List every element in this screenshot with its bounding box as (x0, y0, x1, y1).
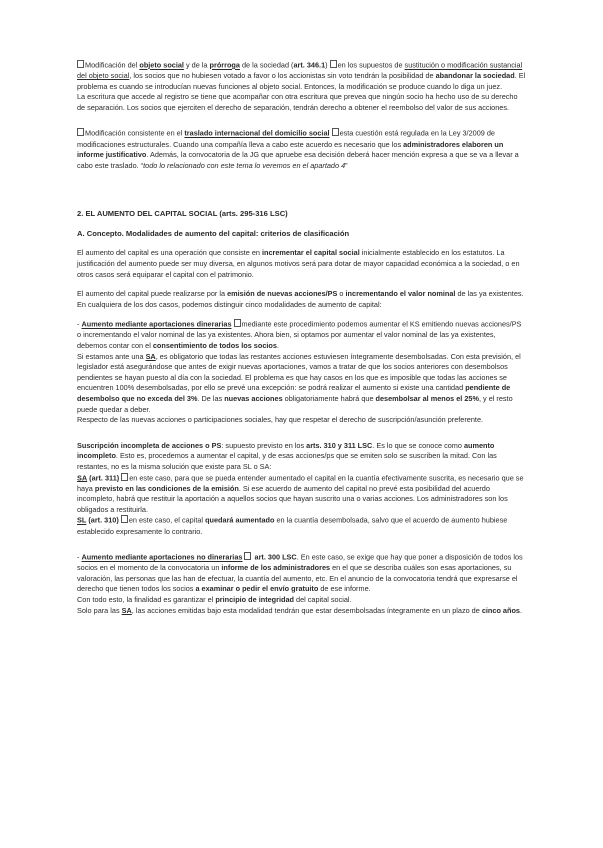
text-run: ) (325, 60, 330, 70)
text-run: prórroga (209, 60, 240, 70)
paragraph (77, 606, 527, 617)
text-run: ” (345, 160, 348, 170)
text-run: previsto en las condiciones de la emisión (94, 483, 239, 493)
text-run: inicialmente establecido en los estatutos. La justificación del aumento puede ser muy diversa, en algunos motivos será para dotar de mayor capacidad económica a la sociedad, o en otros casos será equiparar el capital con el patrimonio. (77, 248, 520, 279)
text-run: nuevas acciones (224, 393, 283, 403)
paragraph (77, 352, 527, 416)
text-run: . Es lo que se conoce como (372, 440, 464, 450)
section-heading (77, 228, 527, 239)
text-run: de ese informe. (318, 584, 371, 594)
paragraph-spacer (77, 113, 527, 128)
text-run: . Además, la convocatoria de la JG que apruebe esa decisión deberá hacer mención expresa a que se va a llevar a cabo este traslado. “ (77, 150, 519, 170)
text-run: . (276, 341, 279, 350)
text-run: a examinar o pedir el envío gratuito (195, 584, 319, 594)
paragraph (77, 60, 527, 92)
text-run: quedará aumentado (205, 515, 275, 525)
paragraph (77, 248, 527, 280)
missing-glyph-icon (244, 552, 251, 560)
text-run: . Esto es, procedemos a aumentar el capital, y de esas acciones/ps que se emiten solo se suscriben la mitad. Con las restantes, no es la misma solución que existe para SL o SA: (77, 451, 497, 471)
text-run: : supuesto previsto en los (221, 440, 307, 450)
paragraph-spacer (77, 219, 527, 228)
text-run: . El problema es cuando se introducían nuevas funciones al objeto social. Entonces, la modificación se produce cuando lo diga un juez. (77, 71, 526, 91)
paragraph-spacer (77, 193, 527, 208)
text-run: emisión de nuevas acciones/PS (227, 289, 338, 299)
text-run: abandonar la sociedad (435, 71, 515, 81)
text-run: Si estamos ante una (77, 351, 146, 361)
paragraph (77, 289, 527, 310)
text-run: sustitución o modificación sustancial del objeto social (77, 60, 523, 81)
missing-glyph-icon (121, 515, 128, 523)
text-run: de las ya existentes. En cualquiera de los dos casos, podemos distinguir cinco modalidades de aumento de capital: (77, 289, 524, 309)
text-run: - (77, 552, 82, 562)
missing-glyph-icon (330, 60, 337, 68)
text-run: objeto social (139, 60, 184, 70)
text-run: - (77, 319, 82, 329)
text-run: esta cuestión está regulada en la Ley 3/2009 de modificaciones estructurales. Cuando una compañía lleva a cabo este acuerdo es necesario que los (77, 128, 495, 149)
text-run: . En este caso, se exige que hay que poner a disposición de todos los socios en el momento de la convocatoria un (77, 552, 523, 573)
text-run: Solo para las (77, 605, 122, 615)
text-run: A. Concepto. Modalidades de aumento del capital: criterios de clasificación (77, 229, 350, 239)
text-run: La escritura que accede al registro se tiene que acompañar con otra escritura que prevea que ningún socio ha hecho uso de su derecho de separación. Los socios que ejerciten el derecho de separación, tendrán derecho a obtener el reembolso del valor de sus acciones. (77, 92, 518, 112)
missing-glyph-icon (77, 60, 84, 68)
text-run: traslado internacional del domicilio social (184, 128, 330, 138)
missing-glyph-icon (332, 128, 339, 136)
text-run: SL (77, 515, 87, 525)
text-run: (art. 310) (88, 515, 119, 525)
text-run: en los supuestos de (337, 60, 405, 70)
text-run: Respecto de las nuevas acciones o participaciones sociales, hay que respetar el derecho de suscripción/asunción preferente. (77, 415, 484, 425)
paragraph-spacer (77, 426, 527, 441)
text-run: consentimiento de todos los socios (152, 341, 277, 350)
text-run: incrementar el capital social (261, 248, 360, 258)
paragraph (77, 441, 527, 473)
text-run: Modificación consistente en el (85, 128, 185, 138)
paragraph (77, 473, 527, 516)
text-run: (art. 311) (89, 473, 120, 483)
document-page (77, 60, 527, 616)
text-run: obligatoriamente habrá que (282, 393, 376, 403)
text-run: o (337, 289, 346, 299)
text-run: , las acciones emitidas bajo esta modalidad tendrán que estar desembolsadas íntegramente en un plazo de (131, 605, 482, 615)
text-run: Modificación del (85, 60, 140, 70)
text-run: del capital social. (293, 594, 352, 604)
missing-glyph-icon (121, 473, 128, 481)
text-run: . De las (197, 393, 225, 403)
text-run: y de la (183, 60, 210, 70)
text-run: , es obligatorio que todas las restantes acciones estuviesen íntegramente desembolsadas. Con esta previsión, el legislador está asegurándose que antes de exigir nuevas aportaciones, vamos a tratar de que los socios anteriores con desembolsos pendientes se hayan puesto al día con la sociedad. El problema es que hay casos en los que es imposible que todas las acciones se encuentren 100% desembolsadas, por ello se prevé una excepción: se podrá realizar el aumento si existe una cantidad (77, 351, 521, 393)
text-run: cinco años (481, 605, 520, 615)
text-run: en este caso, para que se pueda entender aumentado el capital en la cuantía efectivamente suscrita, es necesario que se haya (77, 473, 524, 493)
text-run: informe de los administradores (221, 563, 331, 573)
paragraph-spacer (77, 171, 527, 193)
text-run: de la sociedad ( (239, 60, 294, 70)
text-run: en la cuantía desembolsada, salvo que el acuerdo de aumento hubiese establecido expresamente lo contrario. (77, 515, 508, 536)
text-run: , y el resto puede quedar a deber. (77, 393, 513, 414)
text-run: aumento incompleto (77, 440, 495, 461)
section-heading (77, 208, 527, 219)
text-run: arts. 310 y 311 LSC (306, 440, 373, 450)
paragraph (77, 319, 527, 351)
text-run: El aumento del capital puede realizarse por la (77, 289, 228, 299)
paragraph (77, 128, 527, 171)
text-run: principio de integridad (215, 594, 294, 604)
text-run: pendiente de desembolso que no exceda del 3% (77, 383, 511, 403)
paragraph (77, 515, 527, 537)
text-run: SA (121, 605, 132, 615)
text-run: Aumento mediante aportaciones no dinerarias (81, 552, 243, 562)
paragraph (77, 92, 527, 113)
text-run: todo lo relacionado con este tema lo veremos en el apartado 4 (143, 160, 346, 170)
text-run: en el que se describa cuáles son esas aportaciones, su valoración, las personas que las han de efectuar, la cuantía del aumento, etc. En el anuncio de la convocatoria tendrá que expresarse el derecho que tienen todos los socios (77, 563, 518, 594)
text-run: El aumento del capital es una operación que consiste en (77, 248, 262, 258)
text-run: Con todo esto, la finalidad es garantizar el (77, 594, 216, 604)
paragraph-spacer (77, 537, 527, 552)
text-run: en este caso, el capital (128, 515, 206, 525)
text-run: . (519, 605, 522, 615)
text-run: . Si ese acuerdo de aumento del capital no prevé esta posibilidad del acuerdo incompleto, habrá que restituir la aportación a aquellos socios que hayan suscrito una o varias acciones. Los administradores son los obligados a restituirla. (77, 483, 508, 514)
paragraph-spacer (77, 310, 527, 319)
paragraph (77, 415, 527, 426)
text-run: desembolsar al menos el 25% (375, 393, 479, 403)
text-run: SA (145, 351, 156, 361)
text-run: Aumento mediante aportaciones dinerarias (81, 319, 232, 329)
text-run: , los socios que no hubiesen votado a favor o los accionistas sin voto tendrán la posibilidad de (129, 71, 436, 81)
text-run: 2. EL AUMENTO DEL CAPITAL SOCIAL (arts. 295-316 LSC) (77, 209, 288, 219)
paragraph-spacer (77, 239, 527, 248)
paragraph (77, 595, 527, 606)
text-run: administradores elaboren un informe justificativo (77, 139, 504, 160)
missing-glyph-icon (234, 319, 241, 327)
missing-glyph-icon (77, 128, 84, 136)
text-run: Suscripción incompleta de acciones o PS (77, 440, 222, 450)
text-run: art. 300 LSC (254, 552, 297, 562)
paragraph (77, 552, 527, 595)
paragraph-spacer (77, 280, 527, 289)
text-run: mediante este procedimiento podemos aumentar el KS emitiendo nuevas acciones/PS o incrementando el valor nominal de las ya existentes. Ahora bien, si optamos por aumentar el valor nominal de las ya existentes, debemos contar con el (77, 319, 522, 350)
text-run: art. 346.1 (293, 60, 326, 70)
text-run: SA (77, 473, 88, 483)
text-run: incrementando el valor nominal (345, 289, 456, 299)
